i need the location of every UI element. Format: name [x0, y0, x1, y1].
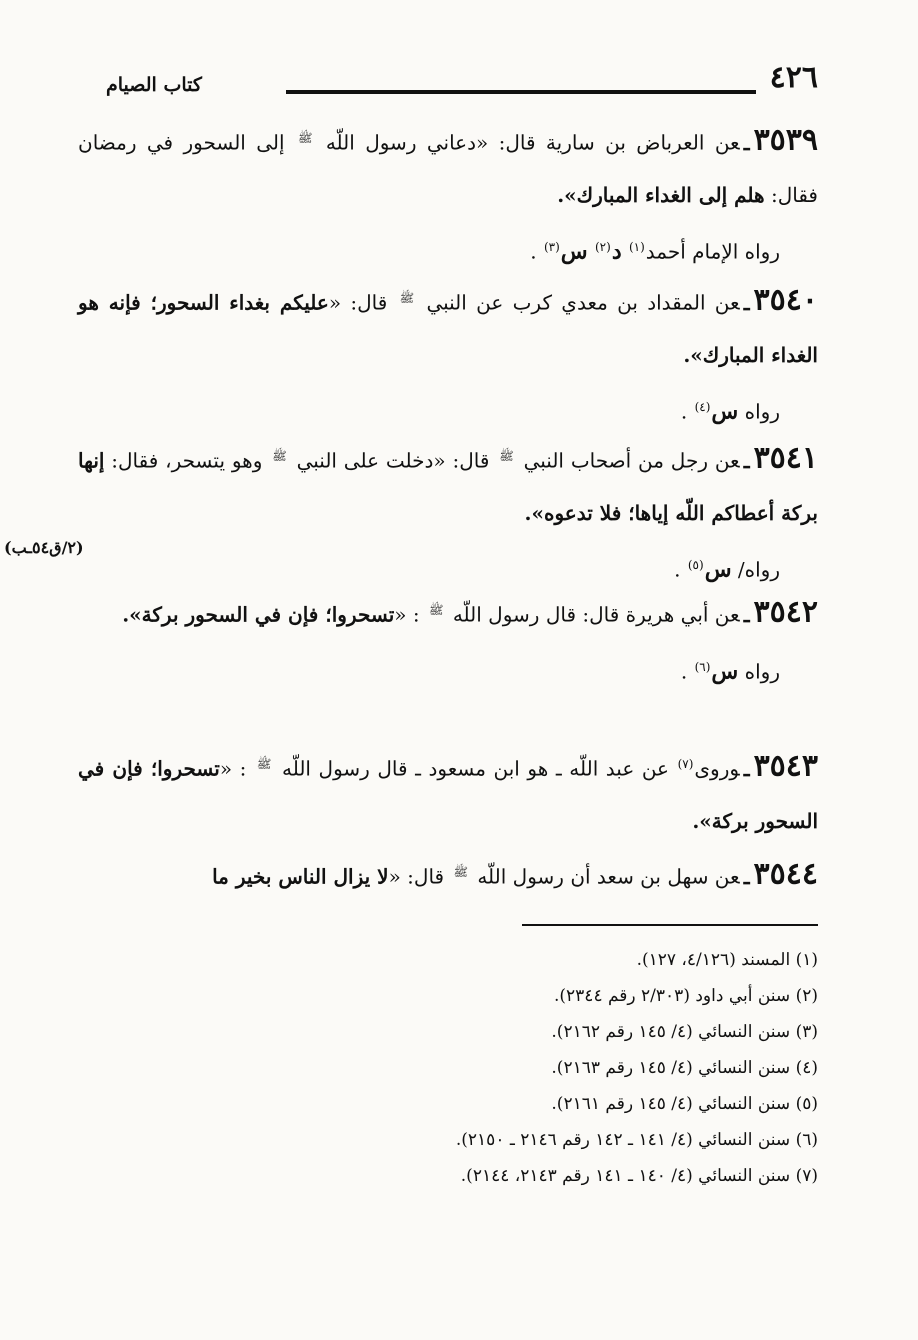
hadith-text: عن المقداد بن معدي كرب عن النبي	[426, 290, 740, 315]
hadith-3540: ٣٥٤٠ـعن المقداد بن معدي كرب عن النبي $^ﷺ$ قال: «عليكم بغداء السحور؛ فإنه هو الغداء المبارك». رواه س$^{(٤)}$ .	[78, 272, 818, 437]
hadith-text: قال: «	[328, 290, 388, 315]
hadith-text: عن أبي هريرة قال: قال رسول اللّه	[452, 602, 740, 627]
hadith-text: عن العرباض بن سارية قال: «دعاني رسول اللّه	[325, 130, 740, 155]
hadith-quote: عليكم بغداء السحور؛ فإنه هو الغداء المبارك	[78, 290, 818, 367]
hadith-text: قال: «	[388, 864, 445, 889]
hadith-quote: هلم إلى الغداء المبارك	[576, 182, 765, 207]
footnote-separator	[522, 924, 818, 926]
footnote-marker[interactable]: (٧)	[677, 757, 694, 771]
footnote-marker[interactable]: (٤)	[694, 399, 711, 414]
reference-end: .	[680, 659, 694, 684]
hadith-number: ٣٥٤٠	[753, 282, 818, 318]
footnote-marker[interactable]: (٦)	[694, 659, 711, 674]
hadith-number: ٣٥٤١	[753, 440, 819, 476]
hadith-text: : «	[219, 756, 247, 781]
footnote-marker[interactable]: (١)	[628, 239, 645, 254]
quote-close: ».	[692, 808, 712, 833]
reference-end: .	[680, 399, 694, 424]
reference-text: رواه الإمام أحمد	[645, 239, 780, 264]
reference-end: .	[530, 239, 543, 264]
hadith-3543: ٣٥٤٣ـوروى$^{(٧)}$ عن عبد اللّه ـ هو ابن مسعود ـ قال رسول اللّه $^ﷺ$ : «تسحروا؛ فإن في السحور بركة».	[78, 748, 819, 833]
footnote-7: (٧) سنن النسائي (٤/ ١٤٠ ـ ١٤١ رقم ٢١٤٣، ٢١٤٤).	[460, 1166, 818, 1186]
quote-close: ».	[524, 500, 544, 525]
hadith-quote: إنها بركة أعطاكم اللّه إياها؛ فلا تدعوه	[78, 448, 818, 525]
page-number: ٤٢٦	[769, 60, 818, 95]
hadith-text: قال: «دخلت على النبي	[296, 448, 490, 473]
source-siglum: س	[711, 398, 739, 425]
running-header	[98, 60, 818, 106]
footnote-marker[interactable]: (٣)	[543, 239, 560, 254]
hadith-text: إلى السحور في رمضان فقال:	[78, 130, 818, 207]
source-siglum: د	[611, 238, 622, 265]
footnote-6: (٦) سنن النسائي (٤/ ١٤١ ـ ١٤٢ رقم ٢١٤٦ ـ ٢١٥٠).	[455, 1130, 818, 1150]
hadith-reference	[78, 221, 818, 278]
footnote-marker[interactable]: (٢)	[594, 239, 611, 254]
source-siglum: س	[560, 238, 588, 265]
source-siglum: س	[711, 658, 739, 685]
footnote-4: (٤) سنن النسائي (٤/ ١٤٥ رقم ٢١٦٣).	[551, 1058, 818, 1078]
header-rule	[286, 90, 756, 94]
hadith-reference	[78, 641, 818, 698]
honorific-icon: ﷺ	[272, 449, 287, 463]
manuscript-folio-note: (٢/ق٥٤ـب)	[4, 538, 84, 557]
hadith-quote: لا يزال الناس بخير ما	[212, 864, 389, 889]
book-title: كتاب الصيام	[106, 74, 202, 96]
hadith-text: : «	[394, 602, 420, 627]
hadith-3544: ٣٥٤٤ـعن سهل بن سعد أن رسول اللّه $^ﷺ$ قال: «لا يزال الناس بخير ما	[212, 856, 818, 892]
hadith-3541: ٣٥٤١ـعن رجل من أصحاب النبي $^ﷺ$ قال: «دخلت على النبي $^ﷺ$ وهو يتسحر، فقال: إنها بركة أعطاكم اللّه إياها؛ فلا تدعوه». رواه/ س$^{(٥)}$ .	[78, 430, 818, 595]
hadith-quote: تسحروا؛ فإن في السحور بركة	[78, 756, 818, 833]
honorific-icon: ﷺ	[499, 449, 514, 463]
hadith-number: ٣٥٤٢	[753, 594, 818, 630]
reference-text: رواه	[744, 399, 780, 424]
source-siglum: س	[704, 556, 732, 583]
quote-close: ».	[122, 602, 142, 627]
honorific-icon: ﷺ	[453, 865, 468, 879]
honorific-icon: ﷺ	[256, 757, 272, 771]
hadith-number: ٣٥٤٤	[753, 856, 818, 892]
footnote-3: (٣) سنن النسائي (٤/ ١٤٥ رقم ٢١٦٢).	[551, 1022, 818, 1042]
quote-close: ».	[683, 342, 703, 367]
hadith-reference	[78, 381, 818, 438]
quote-close: ».	[557, 182, 577, 207]
footnote-5: (٥) سنن النسائي (٤/ ١٤٥ رقم ٢١٦١).	[551, 1094, 818, 1114]
hadith-text: وروى	[694, 756, 740, 781]
hadith-text: عن رجل من أصحاب النبي	[523, 448, 740, 473]
footnotes	[78, 942, 818, 1194]
hadith-text: عن عبد اللّه ـ هو ابن مسعود ـ قال رسول اللّه	[281, 756, 669, 781]
hadith-3539: ٣٥٣٩ـعن العرباض بن سارية قال: «دعاني رسول اللّه $^ﷺ$ إلى السحور في رمضان فقال: هلم إلى الغداء المبارك». رواه الإمام أحمد$^{(١)}$ د$^{(٢)}$ س$^{(٣)}$ .	[78, 112, 818, 277]
footnote-marker[interactable]: (٥)	[687, 557, 704, 572]
hadith-number: ٣٥٣٩	[753, 122, 819, 158]
reference-end: .	[674, 557, 687, 582]
honorific-icon: ﷺ	[428, 603, 444, 617]
reference-text: رواه	[744, 659, 780, 684]
footnote-2: (٢) سنن أبي داود (٢/٣٠٣ رقم ٢٣٤٤).	[554, 986, 818, 1006]
hadith-text: وهو يتسحر، فقال:	[111, 448, 263, 473]
honorific-icon: ﷺ	[297, 131, 313, 145]
footnote-1: (١) المسند (٤/١٢٦، ١٢٧).	[636, 950, 818, 970]
hadith-text: عن سهل بن سعد أن رسول اللّه	[477, 864, 740, 889]
hadith-quote: تسحروا؛ فإن في السحور بركة	[141, 602, 395, 627]
hadith-number: ٣٥٤٣	[753, 748, 819, 784]
reference-text: رواه/	[737, 557, 780, 582]
honorific-icon: ﷺ	[399, 291, 415, 305]
hadith-3542: ٣٥٤٢ـعن أبي هريرة قال: قال رسول اللّه $^ﷺ$ : «تسحروا؛ فإن في السحور بركة». رواه س$^{(٦)}$ .	[78, 584, 818, 697]
